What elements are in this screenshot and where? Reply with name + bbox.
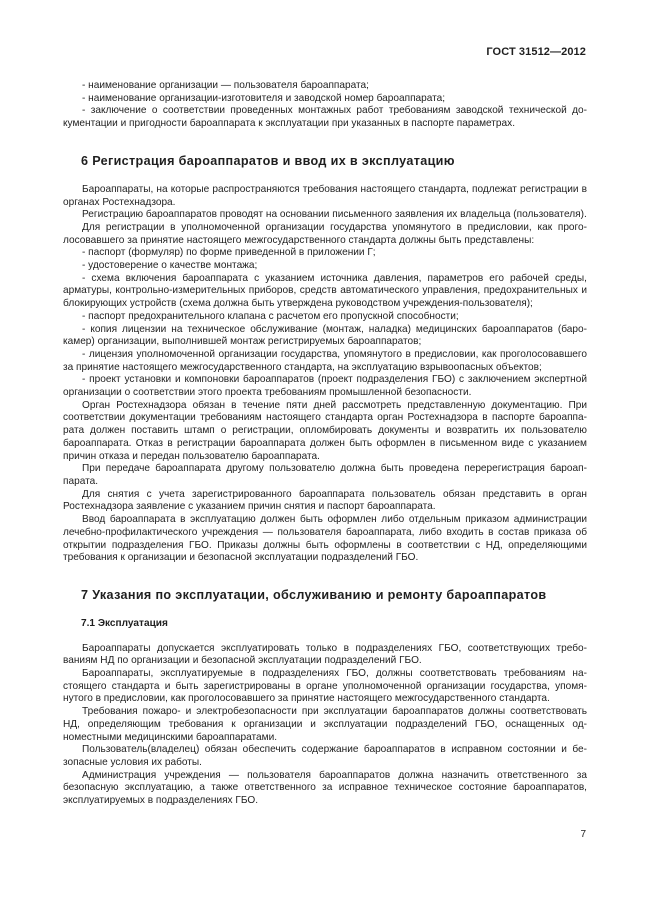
- section-heading: 6 Регистрация бароаппаратов и ввод их в эксплуатацию: [81, 153, 455, 168]
- paragraph: Бароаппараты, на которые распространяются требования настоящего стандарта, подлежат регистрации в органах Ростехнадзора.: [63, 183, 587, 208]
- paragraph: - наименование организации-изготовителя и заводской номер бароаппарата;: [82, 92, 446, 104]
- paragraph: - проект установки и компоновки бароаппаратов (проект подразделения ГБО) с заключением экспертной организации о соответствии этого проекта требованиям промышленной безопасности.: [63, 374, 587, 399]
- paragraph: Орган Ростехнадзора обязан в течение пяти дней рассмотреть представленную документацию. При соответствии документации требованиям настоящего стандарта орган Ростехнадзора в паспорте бароаппарата должен поставить штамп о регистрации, опломбировать документы и возвратить их пользователю бароаппарата. Отказ в регистрации бароаппарата должен быть оформлен в письменном виде с указанием причин отказа и передан пользователю бароаппарата.: [63, 399, 587, 462]
- paragraph: Ввод бароаппарата в эксплуатацию должен быть оформлен либо отдельным приказом администрации лечебно-профилактического учреждения — пользователя бароаппарата, либо входить в состав приказа об открытии подразделения ГБО. Приказы должны быть оформлены в соответствии с НД, определяющими требования к организации и безопасной эксплуатации подразделений ГБО.: [63, 514, 587, 564]
- paragraph: Пользователь(владелец) обязан обеспечить содержание бароаппаратов в исправном состоянии и безопасные условия их работы.: [63, 744, 587, 768]
- paragraph: Администрация учреждения — пользователя бароаппаратов должна назначить ответственного за безопасную эксплуатацию, а также ответственного за исправное техническое состояние бароаппаратов, эксплуатируемых в подразделениях ГБО.: [63, 769, 587, 807]
- paragraph: - наименование организации — пользователя бароаппарата;: [82, 80, 369, 91]
- paragraph: Бароаппараты, эксплуатируемые в подразделениях ГБО, должны соответствовать требованиям настоящего стандарта и быть зарегистрированы в органе уполномоченной организации государства, упомянутого в предисловии, как проголосовавшего за принятие настоящего межгосударственного стандарта.: [63, 668, 587, 705]
- paragraph: Для снятия с учета зарегистрированного бароаппарата пользователь обязан представить в орган Ростехнадзора заявление с указанием причин снятия и паспорт бароаппарата.: [63, 488, 587, 513]
- paragraph: - схема включения бароаппарата с указанием источника давления, параметров его рабочей среды, арматуры, контрольно-измерительных приборов, средств автоматического управления, предохранительных и блокирующих устройств (схема должна быть утверждена руководством учреждения-пользователя);: [63, 272, 587, 310]
- paragraph: - паспорт предохранительного клапана с расчетом его пропускной способности;: [82, 310, 459, 322]
- subsection-heading: 7.1 Эксплуатация: [81, 617, 168, 629]
- paragraph: - удостоверение о качестве монтажа;: [82, 260, 258, 272]
- paragraph: Регистрацию бароаппаратов проводят на основании письменного заявления их владельца (пользователя).: [82, 209, 587, 221]
- paragraph: - паспорт (формуляр) по форме приведенной в приложении Г;: [82, 247, 376, 259]
- document-body: [63, 80, 587, 808]
- paragraph: При передаче бароаппарата другому пользователю должна быть проведена перерегистрация бароаппарата.: [63, 463, 587, 487]
- page-number: 7: [580, 829, 586, 840]
- standard-header: ГОСТ 31512—2012: [486, 46, 586, 58]
- paragraph: - лицензия уполномоченной организации государства, упомянутого в предисловии, как проголосовавшего за принятие настоящего межгосударственного стандарта, на эксплуатацию взрывоопасных объектов;: [63, 348, 587, 373]
- paragraph: Бароаппараты допускается эксплуатировать только в подразделениях ГБО, соответствующих требованиям НД по организации и безопасной эксплуатации подразделений ГБО.: [63, 642, 587, 667]
- paragraph: Для регистрации в уполномоченной организации государства упомянутого в предисловии, как проголосовавшего за принятие настоящего межгосударственного стандарта должны быть представлены:: [63, 221, 587, 246]
- section-heading: 7 Указания по эксплуатации, обслуживанию и ремонту бароаппаратов: [81, 587, 547, 602]
- paragraph: - заключение о соответствии проведенных монтажных работ требованиям заводской технической документации и пригодности бароаппарата к эксплуатации при указанных в паспорте параметрах.: [63, 105, 587, 130]
- paragraph: - копия лицензии на техническое обслуживание (монтаж, наладка) медицинских бароаппаратов (барокамер) организации, выполнившей монтаж регистрируемых бароаппаратов;: [63, 323, 587, 348]
- paragraph: Требования пожаро- и электробезопасности при эксплуатации бароаппаратов должны соответствовать НД, определяющим требования к организации и эксплуатации подразделений ГБО, оснащенных одноместными медицинскими бароаппаратами.: [63, 706, 587, 743]
